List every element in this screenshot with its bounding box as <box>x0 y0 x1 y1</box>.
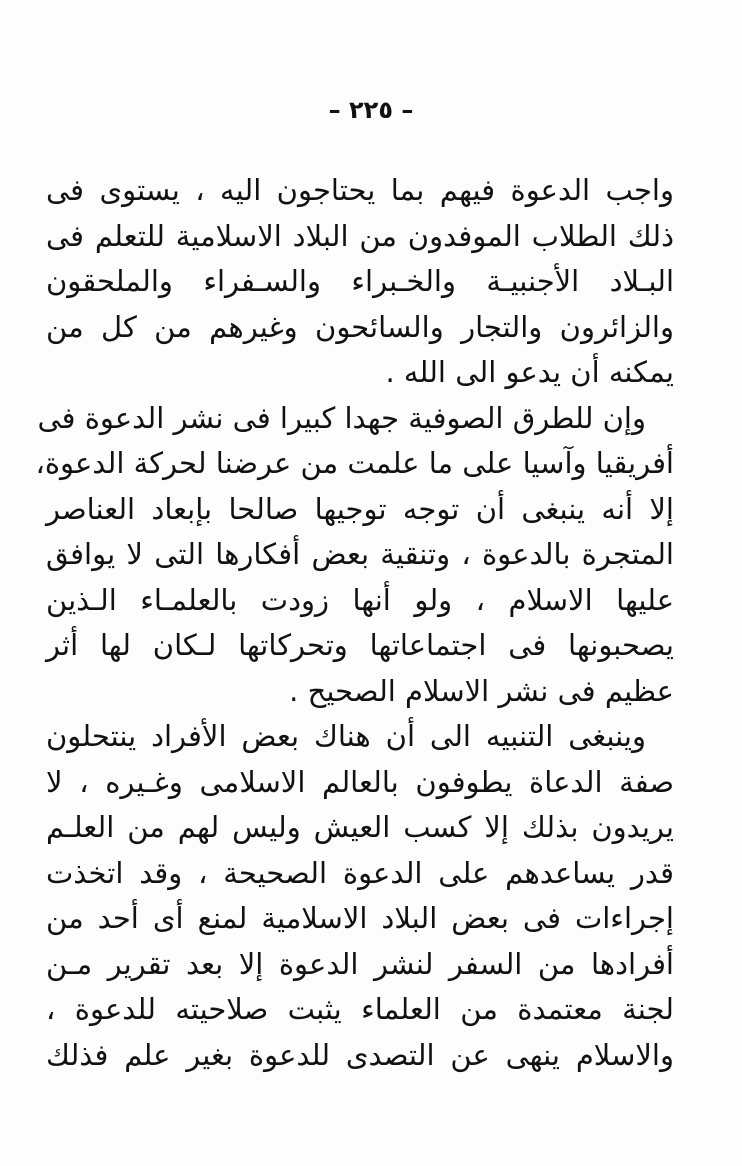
text-line: ذلك الطلاب الموفدون من البلاد الاسلامية للتعلم فى <box>46 218 674 253</box>
page-number: – ٢٢٥ – <box>328 96 414 124</box>
text-line: يصحبونها فى اجتماعاتها وتحركاتها لـكان لها أثر <box>46 628 674 662</box>
paragraph-1 <box>46 168 674 396</box>
text-line: أفرادها من السفر لنشر الدعوة إلا بعد تقرير مـن <box>46 946 674 981</box>
paragraph-3 <box>46 714 674 1078</box>
paragraph-2 <box>35 396 674 715</box>
text-line: قدر يساعدهم على الدعوة الصحيحة ، وقد اتخذت <box>46 855 674 890</box>
text-line: إلا أنه ينبغى أن توجه توجيها صالحا بإبعاد العناصر <box>46 491 674 526</box>
text-line: أفريقيا وآسيا على ما علمت من عرضنا لحركة الدعوة، <box>35 446 674 480</box>
text-line: واجب الدعوة فيهم بما يحتاجون اليه ، يستوى فى <box>46 173 674 207</box>
text-line: لجنة معتمدة من العلماء يثبت صلاحيته للدعوة ، <box>46 992 674 1026</box>
text-line: يمكنه أن يدعو الى الله . <box>385 355 674 389</box>
text-line: عليها الاسلام ، ولو أنها زودت بالعلمـاء الـذين <box>46 582 674 617</box>
text-line: إجراءات فى بعض البلاد الاسلامية لمنع أى أحد من <box>46 901 674 935</box>
text-line: البـلاد الأجنبيـة والخـبراء والسـفراء والملحقون <box>46 264 674 298</box>
text-line: وإن للطرق الصوفية جهدا كبيرا فى نشر الدعوة فى <box>37 400 646 435</box>
text-line: عظيم فى نشر الاسلام الصحيح . <box>289 673 674 708</box>
page-body <box>35 168 674 1078</box>
text-line: صفة الدعاة يطوفون بالعالم الاسلامى وغـيره ، لا <box>46 764 674 799</box>
text-line: المتجرة بالدعوة ، وتنقية بعض أفكارها التى لا يوافق <box>46 537 674 571</box>
text-line: يريدون بذلك إلا كسب العيش وليس لهم من العلـم <box>46 810 674 844</box>
text-line: والزائرون والتجار والسائحون وغيرهم من كل من <box>46 309 674 344</box>
text-line: وينبغى التنبيه الى أن هناك بعض الأفراد ينتحلون <box>46 719 646 753</box>
text-line: والاسلام ينهى عن التصدى للدعوة بغير علم فذلك <box>46 1037 674 1072</box>
